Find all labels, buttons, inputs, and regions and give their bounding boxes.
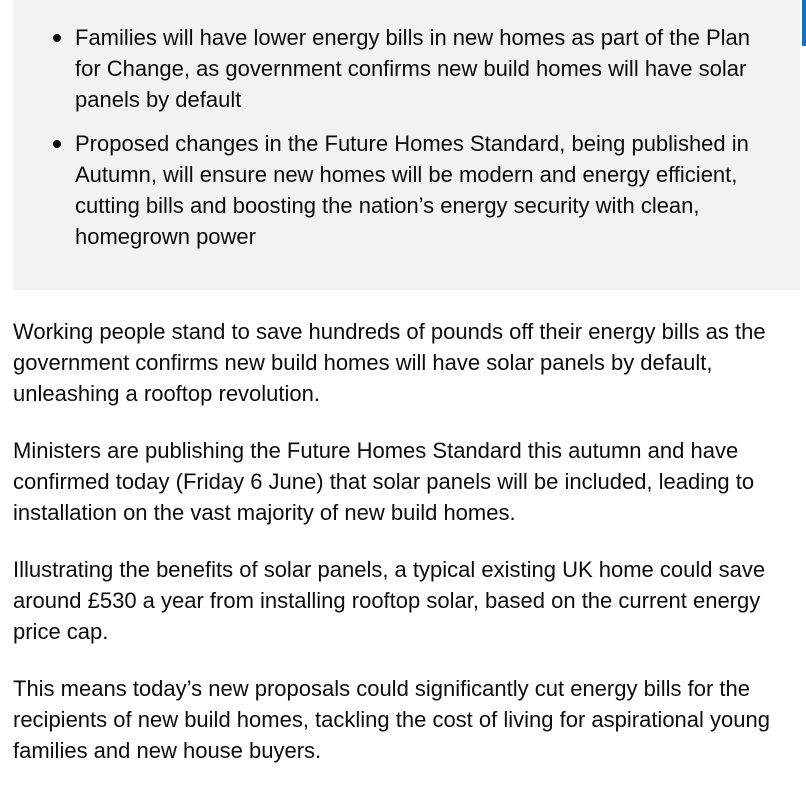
body-paragraph: Ministers are publishing the Future Homes Standard this autumn and have confirmed today (Friday 6 June) that solar panels will be included, leading to installation on the vast majority of new build homes. (13, 438, 755, 525)
body-paragraph: Working people stand to save hundreds of pounds off their energy bills as the government confirms new build homes will have solar panels by default, unleashing a rooftop revolution. (13, 319, 766, 406)
body-paragraph: This means today’s new proposals could significantly cut energy bills for the recipients of new build homes, tackling the cost of living for aspirational young families and new house buyers. (13, 676, 770, 763)
summary-list-item (13, 128, 773, 252)
summary-bullet-text: Families will have lower energy bills in new homes as part of the Plan for Change, as government confirms new build homes will have solar panels by default (75, 25, 750, 112)
scrollbar-thumb[interactable] (802, 0, 806, 46)
summary-list (13, 22, 773, 265)
summary-box (13, 0, 800, 290)
bullet-icon (53, 140, 61, 148)
summary-list-item (13, 22, 773, 115)
body-paragraph: Illustrating the benefits of solar panels, a typical existing UK home could save around £530 a year from installing rooftop solar, based on the current energy price cap. (13, 557, 766, 644)
article-body (13, 316, 803, 792)
bullet-icon (53, 34, 61, 42)
summary-bullet-text: Proposed changes in the Future Homes Standard, being published in Autumn, will ensure new homes will be modern and energy efficient, cutting bills and boosting the nation’s energy security with clean, homegrown power (75, 131, 749, 249)
